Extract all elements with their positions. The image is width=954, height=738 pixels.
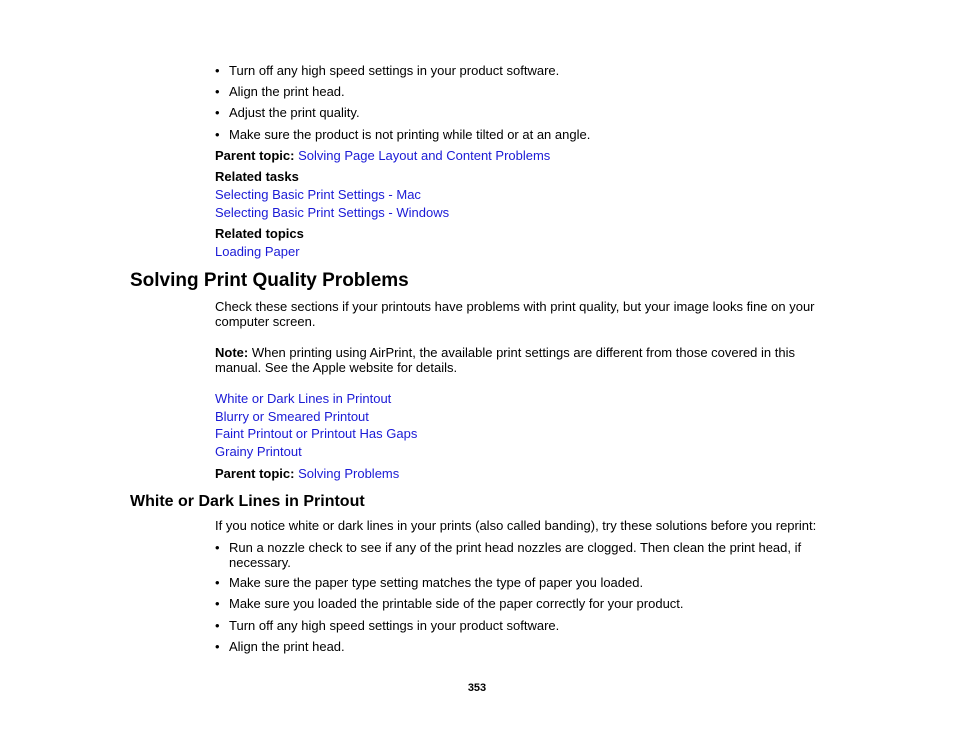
- list-item-text: Run a nozzle check to see if any of the print head nozzles are clogged. Then clean the print head, if: [229, 540, 802, 555]
- related-tasks-heading: Related tasks: [215, 169, 299, 184]
- bullet-glyph: •: [215, 575, 220, 590]
- related-task-link-mac[interactable]: Selecting Basic Print Settings - Mac: [215, 187, 421, 202]
- note: [215, 345, 825, 375]
- related-topic-link-loading-paper[interactable]: Loading Paper: [215, 244, 300, 259]
- list-item: [215, 84, 825, 99]
- bullet-glyph: •: [215, 84, 220, 99]
- section-intro-line: Check these sections if your printouts have problems with print quality, but your image looks fine on your: [215, 299, 815, 314]
- parent-topic-label: Parent topic:: [215, 148, 295, 163]
- related-topics-heading: Related topics: [215, 226, 304, 241]
- list-item: [215, 575, 825, 590]
- parent-topic: [215, 466, 825, 481]
- list-item: [215, 63, 825, 78]
- list-item-text: Adjust the print quality.: [229, 105, 360, 120]
- parent-topic-label: Parent topic:: [215, 466, 295, 481]
- list-item-text: Align the print head.: [229, 84, 345, 99]
- section-title: Solving Print Quality Problems: [130, 270, 409, 291]
- related-task-link-wrap: [215, 205, 825, 220]
- section-link-wrap: [215, 409, 825, 424]
- bullet-glyph: •: [215, 540, 220, 555]
- bullet-glyph: •: [215, 618, 220, 633]
- section-intro-line: computer screen.: [215, 314, 316, 329]
- bullet-glyph: •: [215, 63, 220, 78]
- section-link-wrap: [215, 426, 825, 441]
- section-link-wrap: [215, 444, 825, 459]
- subsection-intro: If you notice white or dark lines in your prints (also called banding), try these solutions before you reprint:: [215, 518, 817, 533]
- link-white-or-dark-lines[interactable]: White or Dark Lines in Printout: [215, 391, 392, 406]
- link-blurry-or-smeared[interactable]: Blurry or Smeared Printout: [215, 409, 369, 424]
- list-item-text: necessary.: [229, 555, 291, 570]
- list-item: [215, 540, 825, 570]
- list-item: [215, 639, 825, 654]
- list-item: [215, 127, 825, 142]
- list-item-text: Align the print head.: [229, 639, 345, 654]
- list-item: [215, 618, 825, 633]
- list-item-text: Make sure you loaded the printable side of the paper correctly for your product.: [229, 596, 684, 611]
- bullet-glyph: •: [215, 639, 220, 654]
- section-link-wrap: [215, 391, 825, 406]
- link-faint-printout[interactable]: Faint Printout or Printout Has Gaps: [215, 426, 418, 441]
- link-grainy-printout[interactable]: Grainy Printout: [215, 444, 302, 459]
- parent-topic-link[interactable]: Solving Page Layout and Content Problems: [298, 148, 551, 163]
- related-task-link-windows[interactable]: Selecting Basic Print Settings - Windows: [215, 205, 450, 220]
- page-number: 353: [467, 682, 487, 694]
- section-intro: [215, 299, 825, 329]
- note-text: When printing using AirPrint, the available print settings are different from those covered in this: [248, 345, 795, 360]
- bullet-glyph: •: [215, 596, 220, 611]
- related-task-link-wrap: [215, 187, 825, 202]
- subsection-title: White or Dark Lines in Printout: [130, 493, 365, 510]
- list-item-text: Turn off any high speed settings in your product software.: [229, 63, 560, 78]
- bullet-glyph: •: [215, 105, 220, 120]
- list-item-text: Make sure the product is not printing while tilted or at an angle.: [229, 127, 591, 142]
- list-item-text: Turn off any high speed settings in your product software.: [229, 618, 560, 633]
- related-topic-link-wrap: [215, 244, 825, 259]
- note-text: manual. See the Apple website for details.: [215, 360, 458, 375]
- note-label: Note:: [215, 345, 249, 360]
- bullet-glyph: •: [215, 127, 220, 142]
- list-item: [215, 596, 825, 611]
- parent-topic: [215, 148, 825, 163]
- list-item: [215, 105, 825, 120]
- list-item-text: Make sure the paper type setting matches the type of paper you loaded.: [229, 575, 644, 590]
- parent-topic-link[interactable]: Solving Problems: [298, 466, 400, 481]
